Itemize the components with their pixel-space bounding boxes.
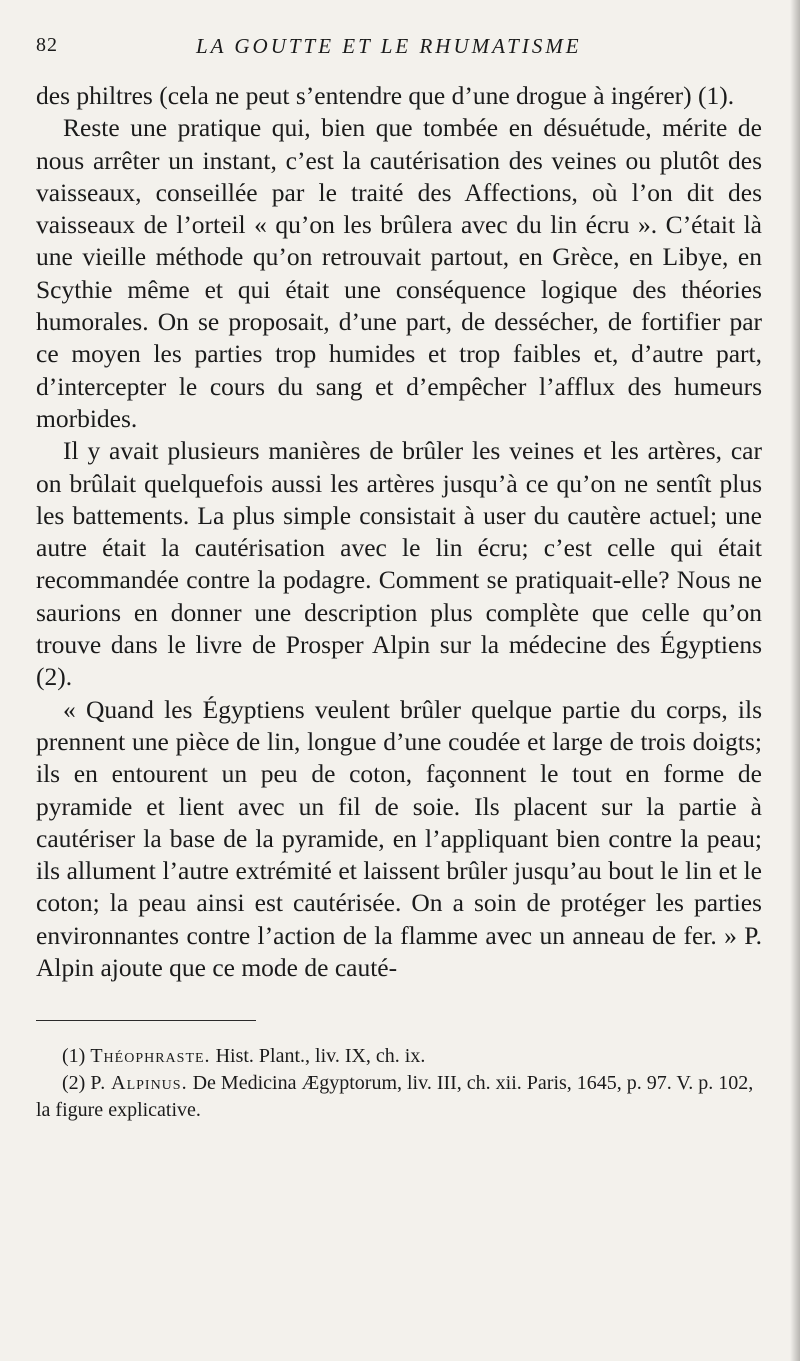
footnote-1 <box>36 1043 762 1070</box>
body-text <box>36 80 762 984</box>
footnote-2 <box>36 1070 762 1124</box>
running-head <box>36 30 762 70</box>
page-number: 82 <box>36 34 58 56</box>
paragraph-3: Il y avait plusieurs manières de brûler les veines et les artères, car on brûlait quelquefois aussi les artères jusqu’à ce qu’on ne sentît plus les battements. La plus simple consistait à user du cautère actuel; une autre était la cautérisation avec le lin écru; c’est celle qui était recommandée contre la podagre. Comment se pratiquait-elle? Nous ne saurions en donner une description plus complète que celle qu’on trouve dans le livre de Prosper Alpin sur la médecine des Égyptiens (2). <box>36 436 762 692</box>
footnote-author: Théophraste. <box>90 1045 211 1068</box>
paragraph-4: « Quand les Égyptiens veulent brûler quelque partie du corps, ils prennent une pièce de lin, longue d’une coudée et large de trois doigts; ils en entourent un peu de coton, façonnent le tout en forme de pyramide et lient avec un fil de soie. Ils placent sur la partie à cautériser la base de la pyramide, en l’appliquant bien contre la peau; ils allument l’autre extrémité et laissent brûler jusqu’au bout le lin et le coton; la peau ainsi est cautérisée. On a soin de protéger les parties environnantes contre l’action de la flamme avec un anneau de fer. » P. Alpin ajoute que ce mode de cauté- <box>36 694 762 983</box>
paragraph-1: des philtres (cela ne peut s’entendre que d’une drogue à ingérer) (1). <box>36 81 735 110</box>
footnotes <box>36 1043 762 1124</box>
footnote-marker: (2) <box>62 1072 86 1095</box>
footnote-separator <box>36 1020 256 1021</box>
footnote-author: P. Alpinus. <box>90 1072 188 1095</box>
footnote-text: De Medicina Ægyptorum, liv. III, ch. xii. Paris, 1645, p. 97. V. p. 102, la figure explicative. <box>36 1072 754 1122</box>
running-title: LA GOUTTE ET LE RHUMATISME <box>196 34 582 58</box>
page-edge-shadow <box>790 0 800 1361</box>
paragraph-2: Reste une pratique qui, bien que tombée en désuétude, mérite de nous arrêter un instant, c’est la cautérisation des veines ou plutôt des vaisseaux, conseillée par le traité des Affections, où l’on dit des vaisseaux de l’orteil « qu’on les brûlera avec du lin écru ». C’était là une vieille méthode qu’on retrouvait partout, en Grèce, en Libye, en Scythie même et qui était une conséquence logique des théories humorales. On se proposait, d’une part, de dessécher, de fortifier par ce moyen les parties trop humides et trop faibles et, d’autre part, d’intercepter le cours du sang et d’empêcher l’afflux des humeurs morbides. <box>36 113 762 433</box>
footnote-text: Hist. Plant., liv. IX, ch. ix. <box>215 1045 426 1068</box>
footnote-marker: (1) <box>62 1045 86 1068</box>
